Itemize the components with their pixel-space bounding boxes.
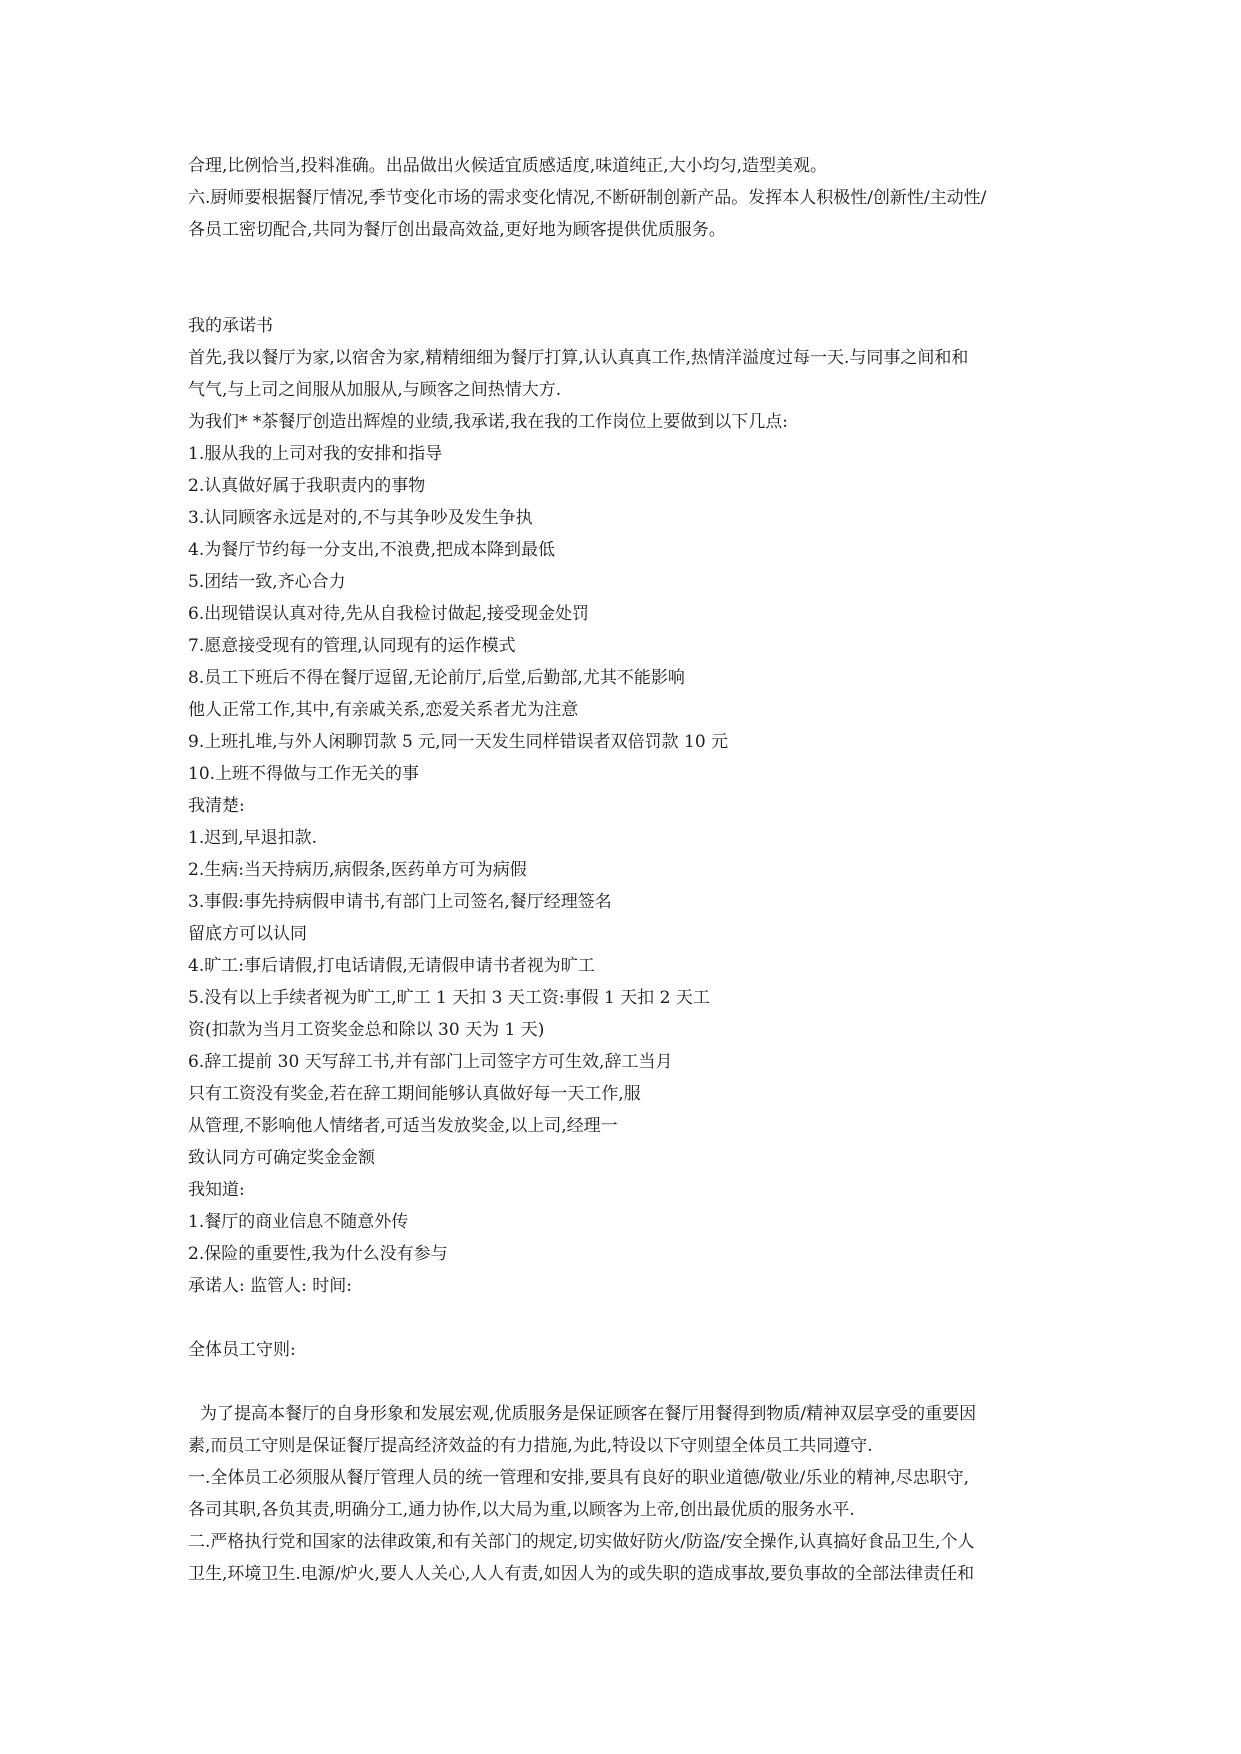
list-item: 1.餐厅的商业信息不随意外传: [188, 1212, 409, 1232]
list-item: 只有工资没有奖金,若在辞工期间能够认真做好每一天工作,服: [188, 1084, 641, 1104]
spacer: [188, 1302, 1068, 1334]
paragraph-line: 为我们* *茶餐厅创造出辉煌的业绩,我承诺,我在我的工作岗位上要做到以下几点:: [188, 412, 788, 432]
section-staff-code: [188, 1334, 1068, 1590]
subheading: 我知道:: [188, 1180, 245, 1200]
list-item: 2.认真做好属于我职责内的事物: [188, 476, 426, 496]
list-item: 2.保险的重要性,我为什么没有参与: [188, 1244, 448, 1264]
paragraph-line: 一.全体员工必须服从餐厅管理人员的统一管理和安排,要具有良好的职业道德/敬业/乐业的精神,尽忠职守,: [188, 1468, 970, 1488]
list-item: 7.愿意接受现有的管理,认同现有的运作模式: [188, 636, 516, 656]
list-item: 4.为餐厅节约每一分支出,不浪费,把成本降到最低: [188, 540, 556, 560]
list-item: 8.员工下班后不得在餐厅逗留,无论前厅,后堂,后勤部,尤其不能影响: [188, 668, 685, 688]
spacer: [188, 1366, 1068, 1398]
spacer: [188, 246, 1068, 278]
list-item: 5.团结一致,齐心合力: [188, 572, 346, 592]
list-item: 4.旷工:事后请假,打电话请假,无请假申请书者视为旷工: [188, 956, 595, 976]
list-item: 10.上班不得做与工作无关的事: [188, 764, 420, 784]
paragraph-line: 气气,与上司之间服从加服从,与顾客之间热情大方.: [188, 380, 562, 400]
list-item: 1.服从我的上司对我的安排和指导: [188, 444, 443, 464]
list-item: 9.上班扎堆,与外人闲聊罚款 5 元,同一天发生同样错误者双倍罚款 10 元: [188, 732, 729, 752]
paragraph-line: 为了提高本餐厅的自身形象和发展宏观,优质服务是保证顾客在餐厅用餐得到物质/精神双层享受的重要因: [200, 1404, 977, 1424]
section-heading: 我的承诺书: [188, 316, 273, 336]
list-item: 3.认同顾客永远是对的,不与其争吵及发生争执: [188, 508, 533, 528]
paragraph-line: 六.厨师要根据餐厅情况,季节变化市场的需求变化情况,不断研制创新产品。发挥本人积极性/创新性/主动性/: [188, 188, 987, 208]
paragraph-line: 各司其职,各负其责,明确分工,通力协作,以大局为重,以顾客为上帝,创出最优质的服务水平.: [188, 1500, 855, 1520]
list-item: 资(扣款为当月工资奖金总和除以 30 天为 1 天): [188, 1020, 545, 1040]
subheading: 我清楚:: [188, 796, 245, 816]
paragraph-line: 各员工密切配合,共同为餐厅创出最高效益,更好地为顾客提供优质服务。: [188, 220, 726, 240]
paragraph-line: 二.严格执行党和国家的法律政策,和有关部门的规定,切实做好防火/防盗/安全操作,认真搞好食品卫生,个人: [188, 1532, 975, 1552]
paragraph-line: 首先,我以餐厅为家,以宿舍为家,精精细细为餐厅打算,认认真真工作,热情洋溢度过每一天.与同事之间和和: [188, 348, 969, 368]
list-item: 6.辞工提前 30 天写辞工书,并有部门上司签字方可生效,辞工当月: [188, 1052, 673, 1072]
list-item: 5.没有以上手续者视为旷工,旷工 1 天扣 3 天工资:事假 1 天扣 2 天工: [188, 988, 710, 1008]
section-kitchen-rules: [188, 150, 1068, 246]
paragraph-line: 素,而员工守则是保证餐厅提高经济效益的有力措施,为此,特设以下守则望全体员工共同遵守.: [188, 1436, 873, 1456]
list-item: 致认同方可确定奖金金额: [188, 1148, 375, 1168]
list-item: 3.事假:事先持病假申请书,有部门上司签名,餐厅经理签名: [188, 892, 612, 912]
list-item: 2.生病:当天持病历,病假条,医药单方可为病假: [188, 860, 527, 880]
document-page: [188, 150, 1068, 1590]
paragraph-line: 卫生,环境卫生.电源/炉火,要人人关心,人人有责,如因人为的或失职的造成事故,要负事故的全部法律责任和: [188, 1564, 975, 1584]
list-item: 留底方可以认同: [188, 924, 307, 944]
list-item: 6.出现错误认真对待,先从自我检讨做起,接受现金处罚: [188, 604, 590, 624]
section-pledge: [188, 310, 1068, 1302]
section-heading: 全体员工守则:: [188, 1340, 296, 1360]
list-item: 1.迟到,早退扣款.: [188, 828, 318, 848]
paragraph-line: 合理,比例恰当,投料准确。出品做出火候适宜质感适度,味道纯正,大小均匀,造型美观。: [188, 156, 828, 176]
list-item: 他人正常工作,其中,有亲戚关系,恋爱关系者尤为注意: [188, 700, 579, 720]
spacer: [188, 278, 1068, 310]
list-item: 从管理,不影响他人情绪者,可适当发放奖金,以上司,经理一: [188, 1116, 618, 1136]
signature-line: 承诺人: 监管人: 时间:: [188, 1276, 352, 1296]
